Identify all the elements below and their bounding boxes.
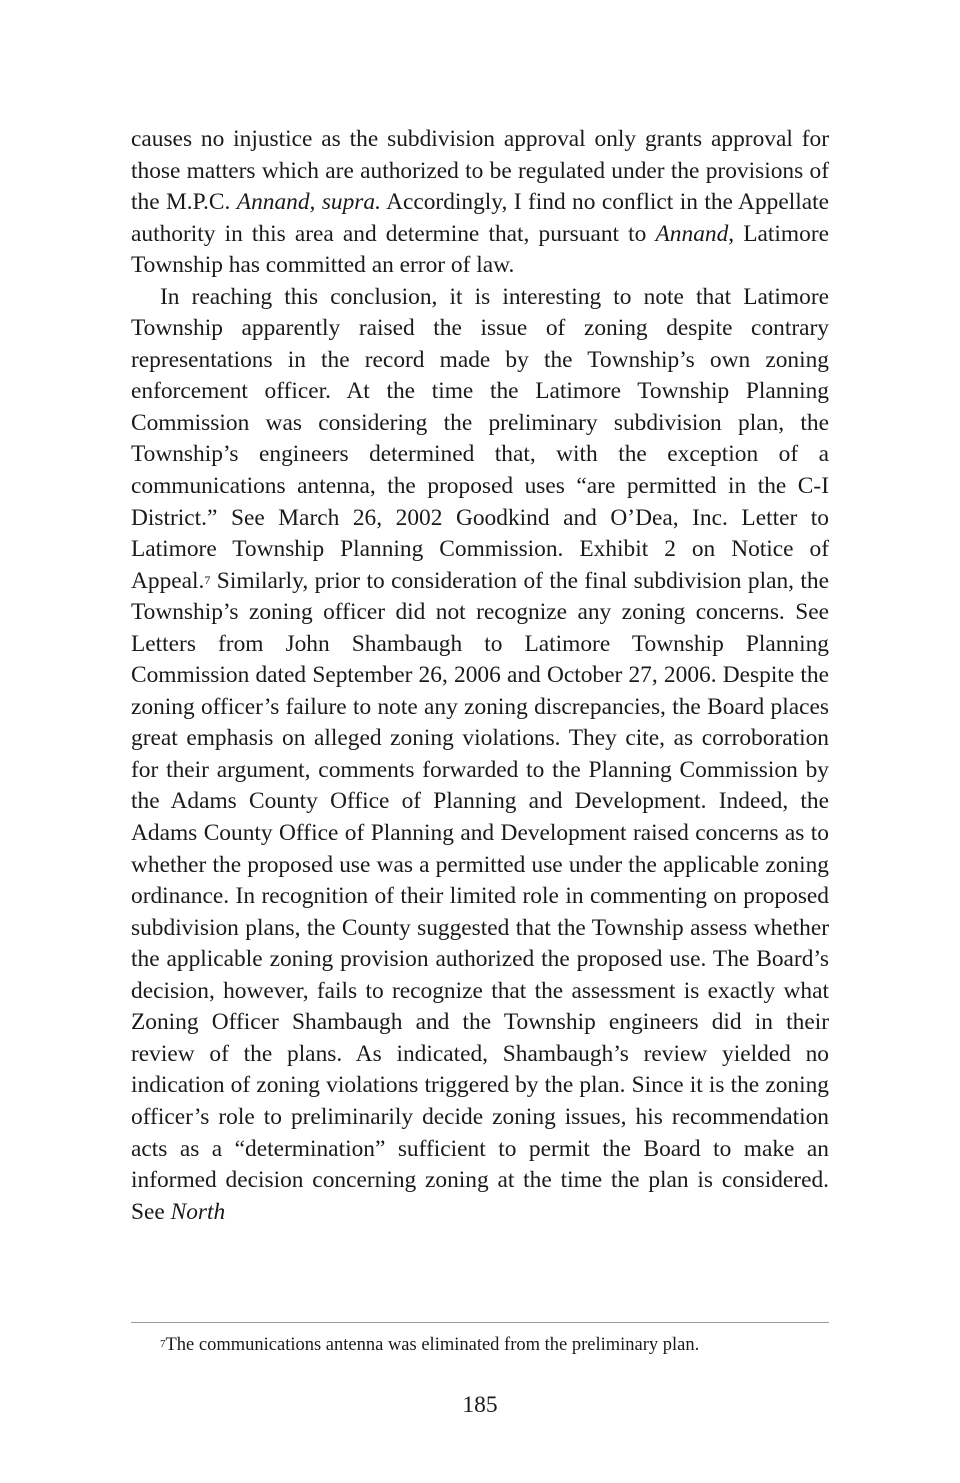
case-citation: Annand	[655, 220, 729, 247]
footnote-reference: 7	[204, 572, 211, 587]
footnote-divider	[131, 1322, 829, 1323]
footnote-number: 7	[160, 1338, 166, 1350]
text-run: , Latimore Township has committed an error of law.	[131, 220, 829, 279]
footnote-text: The communications antenna was eliminated from the preliminary plan.	[165, 1335, 700, 1355]
case-citation: Annand, supra.	[236, 189, 381, 216]
text-run: Accordingly, I find no conflict in the Appellate authority in this area and determine that, pursuant to	[131, 189, 829, 247]
text-run: causes no injustice as the subdivision approval only grants approval for those matters which are authorized to be regulated under the provisions of the M.P.C.	[131, 126, 829, 216]
paragraph-2	[131, 282, 829, 1228]
paragraph-1	[131, 124, 829, 282]
footnote	[160, 1333, 829, 1357]
case-citation: North	[170, 1198, 226, 1225]
page-number: 185	[462, 1392, 498, 1418]
text-run: In reaching this conclusion, it is interesting to note that Latimore Township apparently raised the issue of zoning despite contrary representations in the record made by the Township’s own zoning enforcement officer. At the time the Latimore Township Planning Commission was considering the preliminary subdivision plan, the Township’s engineers determined that, with the exception of a communications antenna, the proposed uses “are permitted in the C-I District.” See March 26, 2002 Goodkind and O’Dea, Inc. Letter to Latimore Township Planning Commission. Exhibit 2 on Notice of Appeal.	[131, 283, 829, 594]
text-run: Similarly, prior to consideration of the final subdivision plan, the Township’s zoning officer did not recognize any zoning concerns. See Letters from John Shambaugh to Latimore Township Planning Commission dated September 26, 2006 and October 27, 2006. Despite the zoning officer’s failure to note any zoning discrepancies, the Board places great emphasis on alleged zoning violations. They cite, as corroboration for their argument, comments forwarded to the Planning Commission by the Adams County Office of Planning and Development. Indeed, the Adams County Office of Planning and Development raised concerns as to whether the proposed use was a permitted use under the applicable zoning ordinance. In recognition of their limited role in commenting on proposed subdivision plans, the County suggested that the Township assess whether the applicable zoning provision authorized the proposed use. The Board’s decision, however, fails to recognize that the assessment is exactly what Zoning Officer Shambaugh and the Township engineers did in their review of the plans. As indicated, Shambaugh’s review yielded no indication of zoning violations triggered by the plan. Since it is the zoning officer’s role to preliminarily decide zoning issues, his recommendation acts as a “determination” sufficient to permit the Board to make an informed decision concerning zoning at the time the plan is considered. See	[131, 567, 829, 1225]
main-text	[131, 124, 829, 1228]
